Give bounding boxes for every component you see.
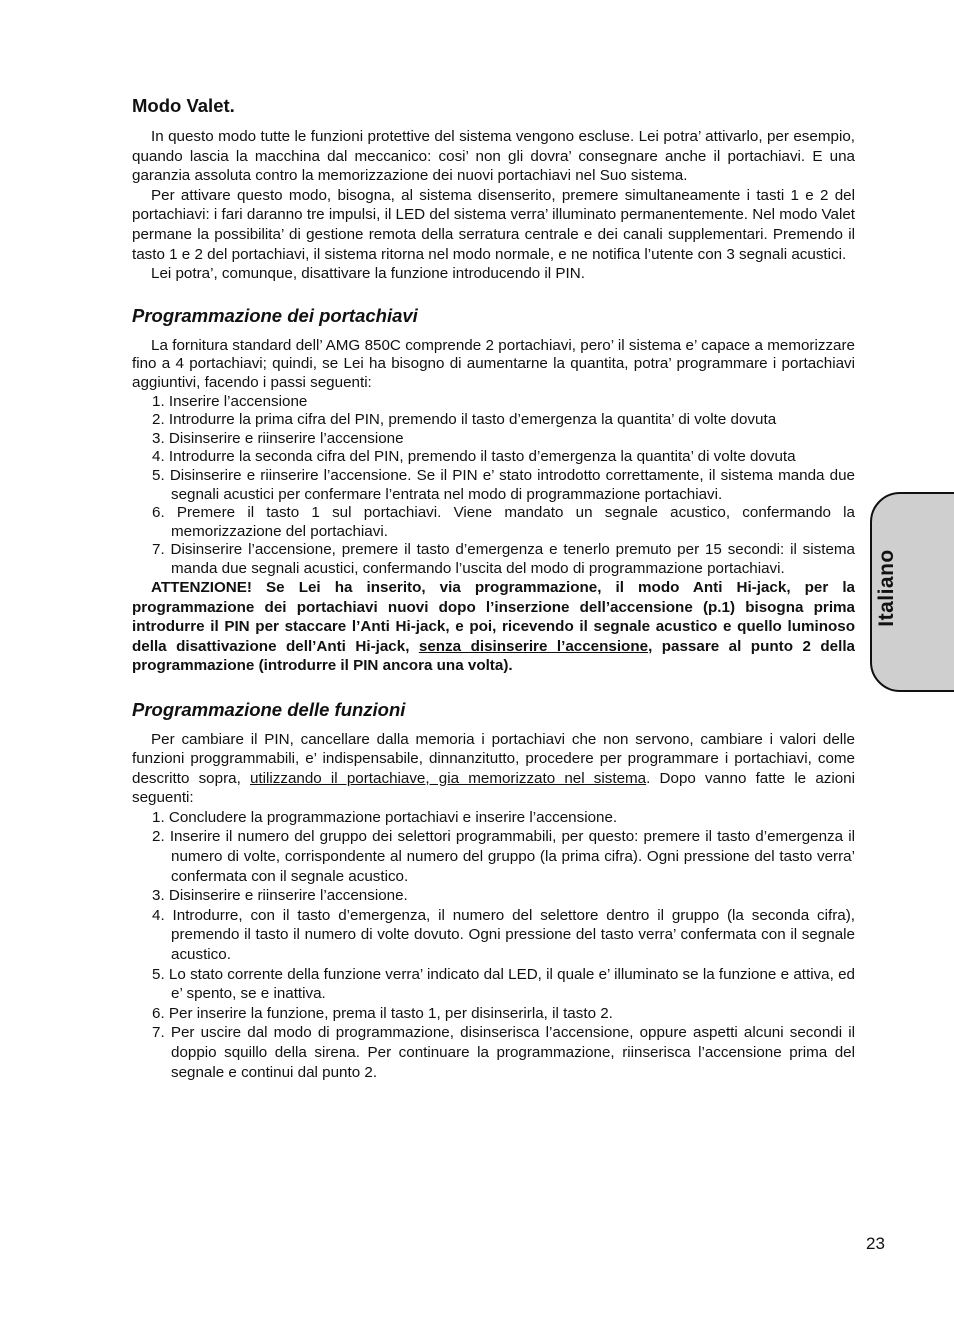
section-heading-valet: Modo Valet. xyxy=(132,95,235,116)
list-item: 4. Introdurre, con il tasto d’emergenza, il numero del selettore dentro il gruppo (la seconda cifra), premendo il tasto il numero di volte dovuto. Ogni pressione del tasto verra’ confermata con il segnale acustico. xyxy=(152,906,855,964)
valet-paragraph-1: In questo modo tutte le funzioni protettive del sistema vengono escluse. Lei potra’ attivarlo, per esempio, quando lascia la macchina dal meccanico: cosi’ non gli dovra’ consegnare anche il portachiavi. E una garanzia assoluta contro la memorizzazione dei nuovi portachiavi nel Suo sistema. xyxy=(132,128,855,185)
functions-intro xyxy=(132,730,855,808)
list-item: 7. Disinserire l’accensione, premere il tasto d’emergenza e tenerlo premuto per 15 secondi: il sistema manda due segnali acustici, confermando l’uscita del modo di programmazione portachiavi. xyxy=(152,541,855,577)
language-tab-label: Italiano xyxy=(875,549,898,627)
warning-underlined-text: senza disinserire l’accensione xyxy=(418,637,649,655)
functions-intro-a: Per cambiare il PIN, cancellare dalla memoria i portachiavi che non servono, cambiare i valori delle funzioni proggrammabili, e’ indispensabile, dinnanzitutto, procedere per programmare i portachiavi, come descritto sopra, xyxy=(132,730,855,787)
list-item: 2. Introdurre la prima cifra del PIN, premendo il tasto d’emergenza la quantita’ di volte dovuta xyxy=(152,411,777,429)
list-item: 6. Per inserire la funzione, prema il tasto 1, per disinserirla, il tasto 2. xyxy=(152,1004,613,1022)
section-heading-keyfob-programming: Programmazione dei portachiavi xyxy=(132,304,418,326)
functions-intro-underlined: utilizzando il portachiave, gia memorizzato nel sistema xyxy=(249,769,647,787)
valet-paragraph-3: Lei potra’, comunque, disattivare la funzione introducendo il PIN. xyxy=(151,265,585,283)
keyfob-intro: La fornitura standard dell’ AMG 850C comprende 2 portachiavi, pero’ il sistema e’ capace a memorizzare fino a 4 portachiavi; quindi, se Lei ha bisogno di aumentarne la quantita, potra’ programmare i portachiavi aggiuntivi, facendo i passi seguenti: xyxy=(132,336,855,391)
list-item: 6. Premere il tasto 1 sul portachiavi. Viene mandato un segnale acustico, confermando la memorizzazione del portachiavi. xyxy=(152,504,855,540)
page-content xyxy=(132,94,855,1082)
page-number: 23 xyxy=(866,1234,885,1253)
list-item: 1. Inserire l’accensione xyxy=(152,392,308,410)
warning-text-b: , passare al punto 2 della programmazione (introdurre il PIN ancora una volta). xyxy=(132,637,855,675)
list-item: 3. Disinserire e riinserire l’accensione. xyxy=(152,887,408,905)
list-item: 7. Per uscire dal modo di programmazione, disinserisca l’accensione, oppure aspetti alcuni secondi il doppio squillo della sirena. Per continuare la programmazione, riinserisca l’accensione prima del segnale e continui dal punto 2. xyxy=(152,1024,855,1081)
functions-intro-b: . Dopo vanno fatte le azioni seguenti: xyxy=(132,769,855,807)
function-steps-list xyxy=(132,808,855,1082)
list-item: 3. Disinserire e riinserire l’accensione xyxy=(152,429,404,447)
list-item: 5. Lo stato corrente della funzione verra’ indicato dal LED, il quale e’ illuminato se la funzione e attiva, ed e’ spento, se e inattiva. xyxy=(152,965,855,1003)
valet-paragraph-2: Per attivare questo modo, bisogna, al sistema disenserito, premere simultaneamente i tasti 1 e 2 del portachiavi: i fari daranno tre impulsi, il LED del sistema verra’ illuminato permanentemente. Nel modo Valet permane la possibilita’ di gestione remota della serratura centrale e dei canali supplementari. Premendo il tasto 1 e 2 del portachiavi, il sistema ritorna nel modo normale, e ne notifica l’utente con 3 segnali acustici. xyxy=(132,186,855,263)
list-item: 1. Concludere la programmazione portachiavi e inserire l’accensione. xyxy=(152,808,618,826)
warning-text-a: ATTENZIONE! Se Lei ha inserito, via programmazione, il modo Anti Hi-jack, per la programmazione dei portachiavi nuovi dopo l’inserzione dell’accensione (p.1) bisogna prima introdurre il PIN per staccare l’Anti Hi-jack, e poi, ricevendo il segnale acustico e quello luminoso della disattivazione dell’Anti Hi-jack, xyxy=(132,579,855,655)
keyfob-steps-list xyxy=(132,393,855,579)
warning-paragraph xyxy=(132,578,855,675)
list-item: 5. Disinserire e riinserire l’accensione. Se il PIN e’ stato introdotto correttamente, il sistema manda due segnali acustici per confermare l’entrata nel modo di programmazione portachiavi. xyxy=(152,466,855,503)
section-heading-function-programming: Programmazione delle funzioni xyxy=(132,698,406,720)
list-item: 4. Introdurre la seconda cifra del PIN, premendo il tasto d’emergenza la quantita’ di volte dovuta xyxy=(152,448,796,466)
list-item: 2. Inserire il numero del gruppo dei selettori programmabili, per questo: premere il tasto d’emergenza il numero di volte, corrispondente al numero del gruppo (la prima cifra). Ogni pressione del tasto verra’ confermata con il segnale acustico. xyxy=(152,828,855,885)
